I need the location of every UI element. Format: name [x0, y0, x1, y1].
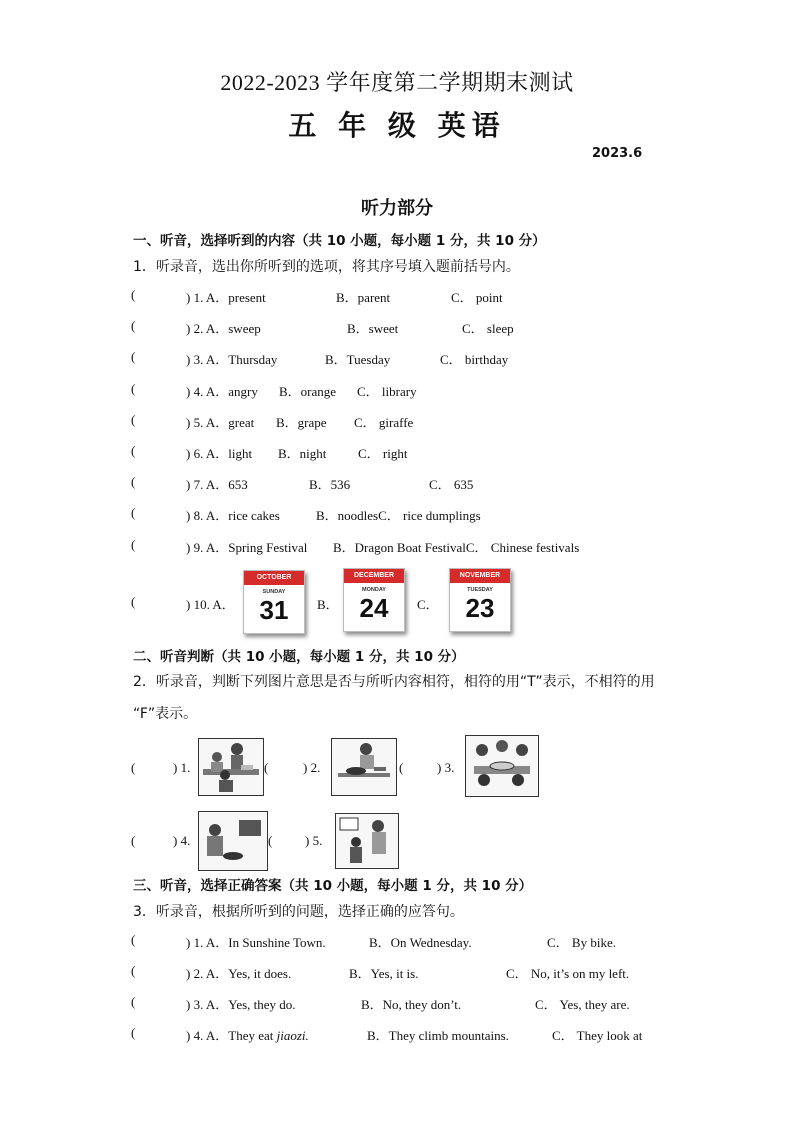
calendar-weekday: TUESDAY [467, 587, 493, 593]
option-b: B．They climb mountains. [367, 1028, 509, 1043]
option-b: B．orange [279, 384, 337, 399]
section3-heading: 三、听音，选择正确答案（共 10 小题，每小题 1 分，共 10 分） [133, 878, 533, 894]
section2-heading: 二、听音判断（共 10 小题，每小题 1 分，共 10 分） [133, 649, 465, 665]
calendar-month: DECEMBER [344, 569, 404, 583]
answer-paren[interactable]: ( [131, 412, 136, 427]
option-b: B．On Wednesday. [369, 935, 472, 950]
option-c: C． They look at [552, 1028, 643, 1043]
picture-cooking [331, 738, 397, 796]
option-b: B．Tuesday [325, 352, 391, 367]
option-c: C． giraffe [354, 415, 414, 430]
section2-instruction: 2．听录音，判断下列图片意思是否与所听内容相符，相符的用“T”表示，不相符的用 [133, 674, 655, 690]
answer-paren[interactable]: ( [131, 994, 136, 1009]
option-c: C． 635 [429, 477, 474, 492]
section3-instruction: 3．听录音，根据所听到的问题，选择正确的应答句。 [133, 904, 464, 920]
answer-paren[interactable]: ( [131, 963, 136, 978]
option-a: ) 1. A．present [186, 290, 266, 305]
option-a [186, 1025, 309, 1044]
exam-subtitle: 五 年 级 英语 [288, 109, 506, 142]
answer-paren[interactable]: ( [399, 760, 404, 775]
calendar-month: NOVEMBER [450, 569, 510, 583]
option-b: B．night [278, 446, 327, 461]
picture-label: ) 2. [303, 760, 321, 775]
option-b: B．Dragon Boat FestivalC． Chinese festivals [333, 540, 580, 555]
calendar-date: 23 [465, 593, 495, 623]
answer-paren[interactable]: ( [131, 443, 136, 458]
answer-paren[interactable]: ( [131, 287, 136, 302]
section2-instruction-cont: “F”表示。 [133, 706, 198, 722]
exam-date: 2023.6 [592, 146, 643, 161]
answer-paren[interactable]: ( [131, 349, 136, 364]
answer-paren[interactable]: ( [131, 537, 136, 552]
option-b: B．noodlesC． rice dumplings [316, 508, 481, 523]
option-a: ) 6. A．light [186, 446, 253, 461]
section1-instruction: 1．听录音，选出你所听到的选项，将其序号填入题前括号内。 [133, 259, 520, 275]
option-b: B．536 [309, 477, 351, 492]
option-a: ) 4. A．angry [186, 384, 258, 399]
answer-paren[interactable]: ( [131, 760, 136, 775]
option-b: B．sweet [347, 321, 399, 336]
calendar-month: OCTOBER [244, 571, 304, 585]
answer-paren[interactable]: ( [131, 594, 136, 609]
option-c: C． By bike. [547, 935, 616, 950]
option-c: C． Yes, they are. [535, 997, 630, 1012]
answer-paren[interactable]: ( [131, 318, 136, 333]
option-c: C． sleep [462, 321, 514, 336]
option-a-text: ) 4. A．They eat [186, 1028, 277, 1043]
part-heading: 听力部分 [361, 198, 433, 219]
picture-family-dinner [465, 735, 539, 797]
option-a: ) 7. A．653 [186, 477, 248, 492]
exam-title: 2022-2023 学年度第二学期期末测试 [220, 70, 574, 95]
option-b: B．parent [336, 290, 391, 305]
option-a: ) 1. A．In Sunshine Town. [186, 935, 326, 950]
option-c: C． right [358, 446, 408, 461]
option-c: C． No, it’s on my left. [506, 966, 630, 981]
option-a: ) 3. A．Yes, they do. [186, 997, 296, 1012]
option-b: B．No, they don’t. [361, 997, 462, 1012]
picture-kids-studying [198, 738, 264, 796]
option-a-italic: jiaozi. [276, 1028, 309, 1043]
answer-paren[interactable]: ( [131, 833, 136, 848]
answer-paren[interactable]: ( [264, 760, 269, 775]
option-a: ) 10. A． [186, 597, 235, 612]
option-b: B．grape [276, 415, 327, 430]
calendar-weekday: MONDAY [362, 587, 386, 593]
picture-teacher-kids [335, 813, 399, 869]
picture-label: ) 5. [305, 833, 323, 848]
option-b: B．Yes, it is. [349, 966, 419, 981]
option-c: C． [417, 597, 439, 612]
picture-watching-tv [198, 811, 268, 871]
picture-label: ) 3. [437, 760, 455, 775]
answer-paren[interactable]: ( [131, 474, 136, 489]
section1-heading: 一、听音，选择听到的内容（共 10 小题，每小题 1 分，共 10 分） [133, 233, 546, 249]
option-a: ) 2. A．sweep [186, 321, 261, 336]
option-a: ) 8. A．rice cakes [186, 508, 280, 523]
calendar-option-a [243, 570, 305, 634]
answer-paren[interactable]: ( [131, 1025, 136, 1040]
option-a: ) 9. A．Spring Festival [186, 540, 308, 555]
picture-label: ) 4. [173, 833, 191, 848]
option-b: B． [317, 597, 339, 612]
calendar-option-c [449, 568, 511, 632]
option-a: ) 3. A．Thursday [186, 352, 278, 367]
calendar-date: 31 [259, 595, 289, 625]
picture-label: ) 1. [173, 760, 191, 775]
answer-paren[interactable]: ( [131, 381, 136, 396]
answer-paren[interactable]: ( [131, 505, 136, 520]
option-c: C． library [357, 384, 417, 399]
calendar-option-b [343, 568, 405, 632]
answer-paren[interactable]: ( [131, 932, 136, 947]
calendar-weekday: SUNDAY [262, 589, 286, 595]
answer-paren[interactable]: ( [268, 833, 273, 848]
option-c: C． birthday [440, 352, 509, 367]
option-c: C． point [451, 290, 503, 305]
option-a: ) 5. A．great [186, 415, 255, 430]
option-a: ) 2. A．Yes, it does. [186, 966, 292, 981]
calendar-date: 24 [359, 593, 389, 623]
